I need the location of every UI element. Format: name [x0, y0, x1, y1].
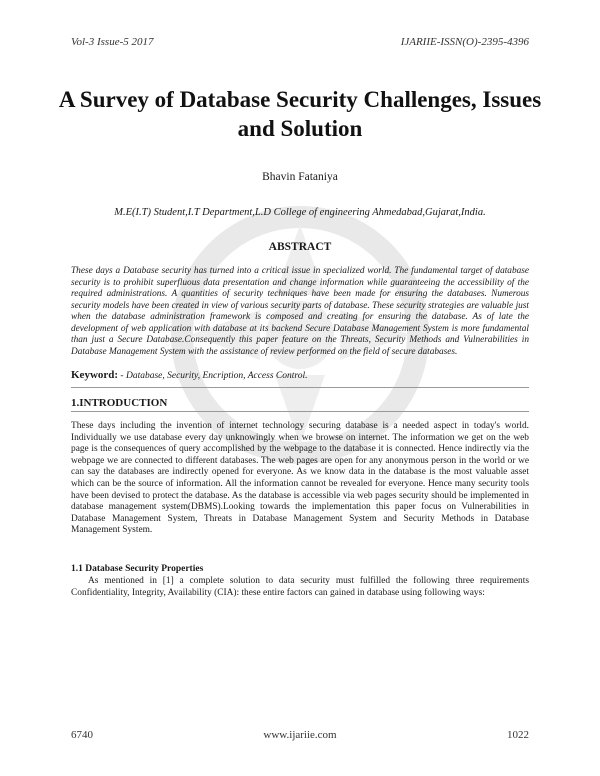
author-name: Bhavin Fataniya [262, 171, 338, 183]
keyword-label: Keyword: [71, 369, 119, 381]
author-affiliation: M.E(I.T) Student,I.T Department,L.D College of engineering Ahmedabad,Gujarat,India. [114, 207, 486, 218]
header-issn: IJARIIE-ISSN(O)-2395-4396 [400, 36, 529, 48]
paper-title: A Survey of Database Security Challenges, Issues and Solution [58, 87, 542, 141]
abstract-body: These days a Database security has turned into a critical issue in specialized world. The fundamental target of database security is to prohibit superfluous data presentation and change information while guaranteeing the accessibility of the required administrations. A quantities of security techniques have been made for ensuring the databases. Numerous security models have been created in view of various security parts of database. These security strategies are valuable just when the database administration framework is composed and creating for ensuring the database. As of late the development of web application with database at its backend Secure Database Management System is more fundamental than just a Secure Database.Consequently this paper feature on the Threats, Security Methods and Vulnerabilities in Database Management System with the assistance of review performed on the field of secure databases. [71, 266, 529, 357]
introduction-heading: 1.INTRODUCTION [71, 397, 168, 409]
footer-left-number: 6740 [71, 729, 93, 741]
subsection-body: As mentioned in [1] a complete solution to data security must fulfilled the following three requirements Confidentiality, Integrity, Availability (CIA): these entire factors can gained in database using following ways: [71, 576, 529, 598]
section-divider-top [71, 387, 529, 388]
footer-page-number: 1022 [507, 729, 529, 741]
keyword-text: - Database, Security, Encription, Access Control. [118, 371, 308, 381]
footer-website: www.ijariie.com [263, 729, 337, 741]
section-divider-bottom [71, 411, 529, 412]
keywords [71, 369, 529, 381]
introduction-body: These days including the invention of internet technology securing database is a needed aspect in today's world. Individually we use database every day unknowingly when we browse on internet. The information we get on the web page is the consequences of query accomplished by the webpage to the database it is connected. Hence indirectly via the webpage we are connected to different databases. The web pages are open for any anonymous person in the world or we can say the databases are indirectly opened for everyone. As we know data in the database is the most valuable asset which can be the source of information. All the information cannot be revealed for everyone. Hence many security tools have been devised to protect the database. As the database is accessible via web pages security should be implemented in database management system(DBMS).Looking towards the implementation this paper focus on Vulnerabilities in Database Management System, Threats in Database Management System and Security Methods in Database Management System. [71, 421, 529, 536]
abstract-heading: ABSTRACT [268, 241, 332, 253]
subsection-heading: 1.1 Database Security Properties [71, 564, 204, 574]
header-volume: Vol-3 Issue-5 2017 [71, 36, 154, 48]
